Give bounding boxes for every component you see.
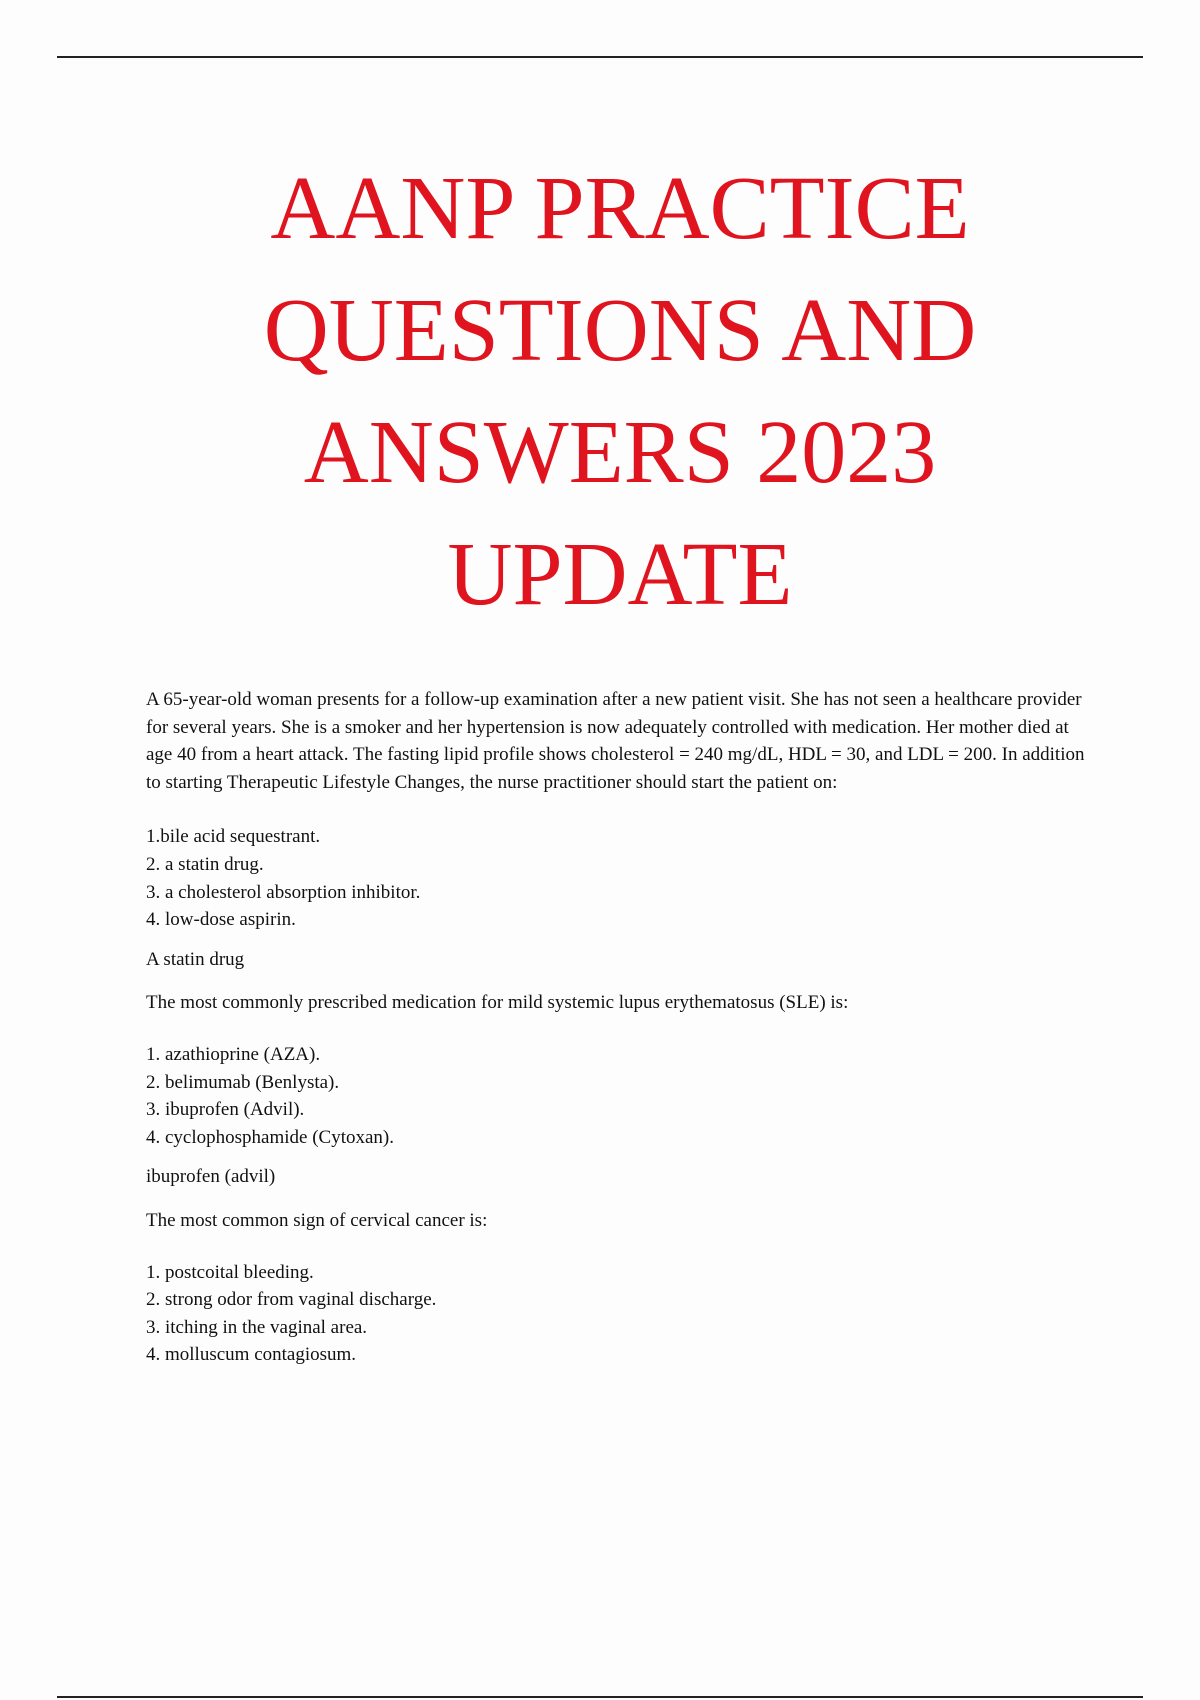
question-stem: The most commonly prescribed medication for mild systemic lupus erythematosus (SLE) is: <box>146 992 849 1014</box>
answer-text: ibuprofen (advil) <box>146 1166 276 1188</box>
question-block <box>146 1207 1086 1369</box>
question-stem: The most common sign of cervical cancer is: <box>146 1209 488 1231</box>
answer-text: A statin drug <box>146 948 245 970</box>
title-line: ANSWERS 2023 <box>303 403 937 502</box>
answer-option: 3. a cholesterol absorption inhibitor. <box>146 881 421 903</box>
answer-option: 1. azathioprine (AZA). <box>146 1043 321 1065</box>
answer-option: 4. cyclophosphamide (Cytoxan). <box>146 1126 395 1148</box>
answer-option: 4. low-dose aspirin. <box>146 909 296 931</box>
answer-option: 3. itching in the vaginal area. <box>146 1316 368 1338</box>
question-block <box>146 686 1086 973</box>
answer-options <box>146 1259 1086 1369</box>
answer-option: 2. belimumab (Benlysta). <box>146 1071 340 1093</box>
answer-option: 2. strong odor from vaginal discharge. <box>146 1289 437 1311</box>
document-body <box>146 686 1086 1369</box>
answer-option: 1.bile acid sequestrant. <box>146 826 321 848</box>
question-block <box>146 989 1086 1191</box>
answer-option: 3. ibuprofen (Advil). <box>146 1099 305 1121</box>
answer-option: 2. a statin drug. <box>146 853 264 875</box>
answer-option: 4. molluscum contagiosum. <box>146 1344 357 1366</box>
header-rule <box>57 56 1143 58</box>
document-title <box>100 148 1140 636</box>
title-line: QUESTIONS AND <box>263 281 977 380</box>
answer-option: 1. postcoital bleeding. <box>146 1261 314 1283</box>
question-stem: A 65-year-old woman presents for a follow-up examination after a new patient visit. She has not seen a healthcare provider for several years. She is a smoker and her hypertension is now adequately controlled with medication. Her mother died at age 40 from a heart attack. The fasting lipid profile shows cholesterol = 240 mg/dL, HDL = 30, and LDL = 200. In addition to starting Therapeutic Lifestyle Changes, the nurse practitioner should start the patient on: <box>146 689 1085 793</box>
title-line: AANP PRACTICE <box>270 159 970 258</box>
answer-options <box>146 1041 1086 1151</box>
footer-rule <box>57 1696 1143 1698</box>
answer-options <box>146 823 1086 933</box>
title-line: UPDATE <box>447 525 793 624</box>
